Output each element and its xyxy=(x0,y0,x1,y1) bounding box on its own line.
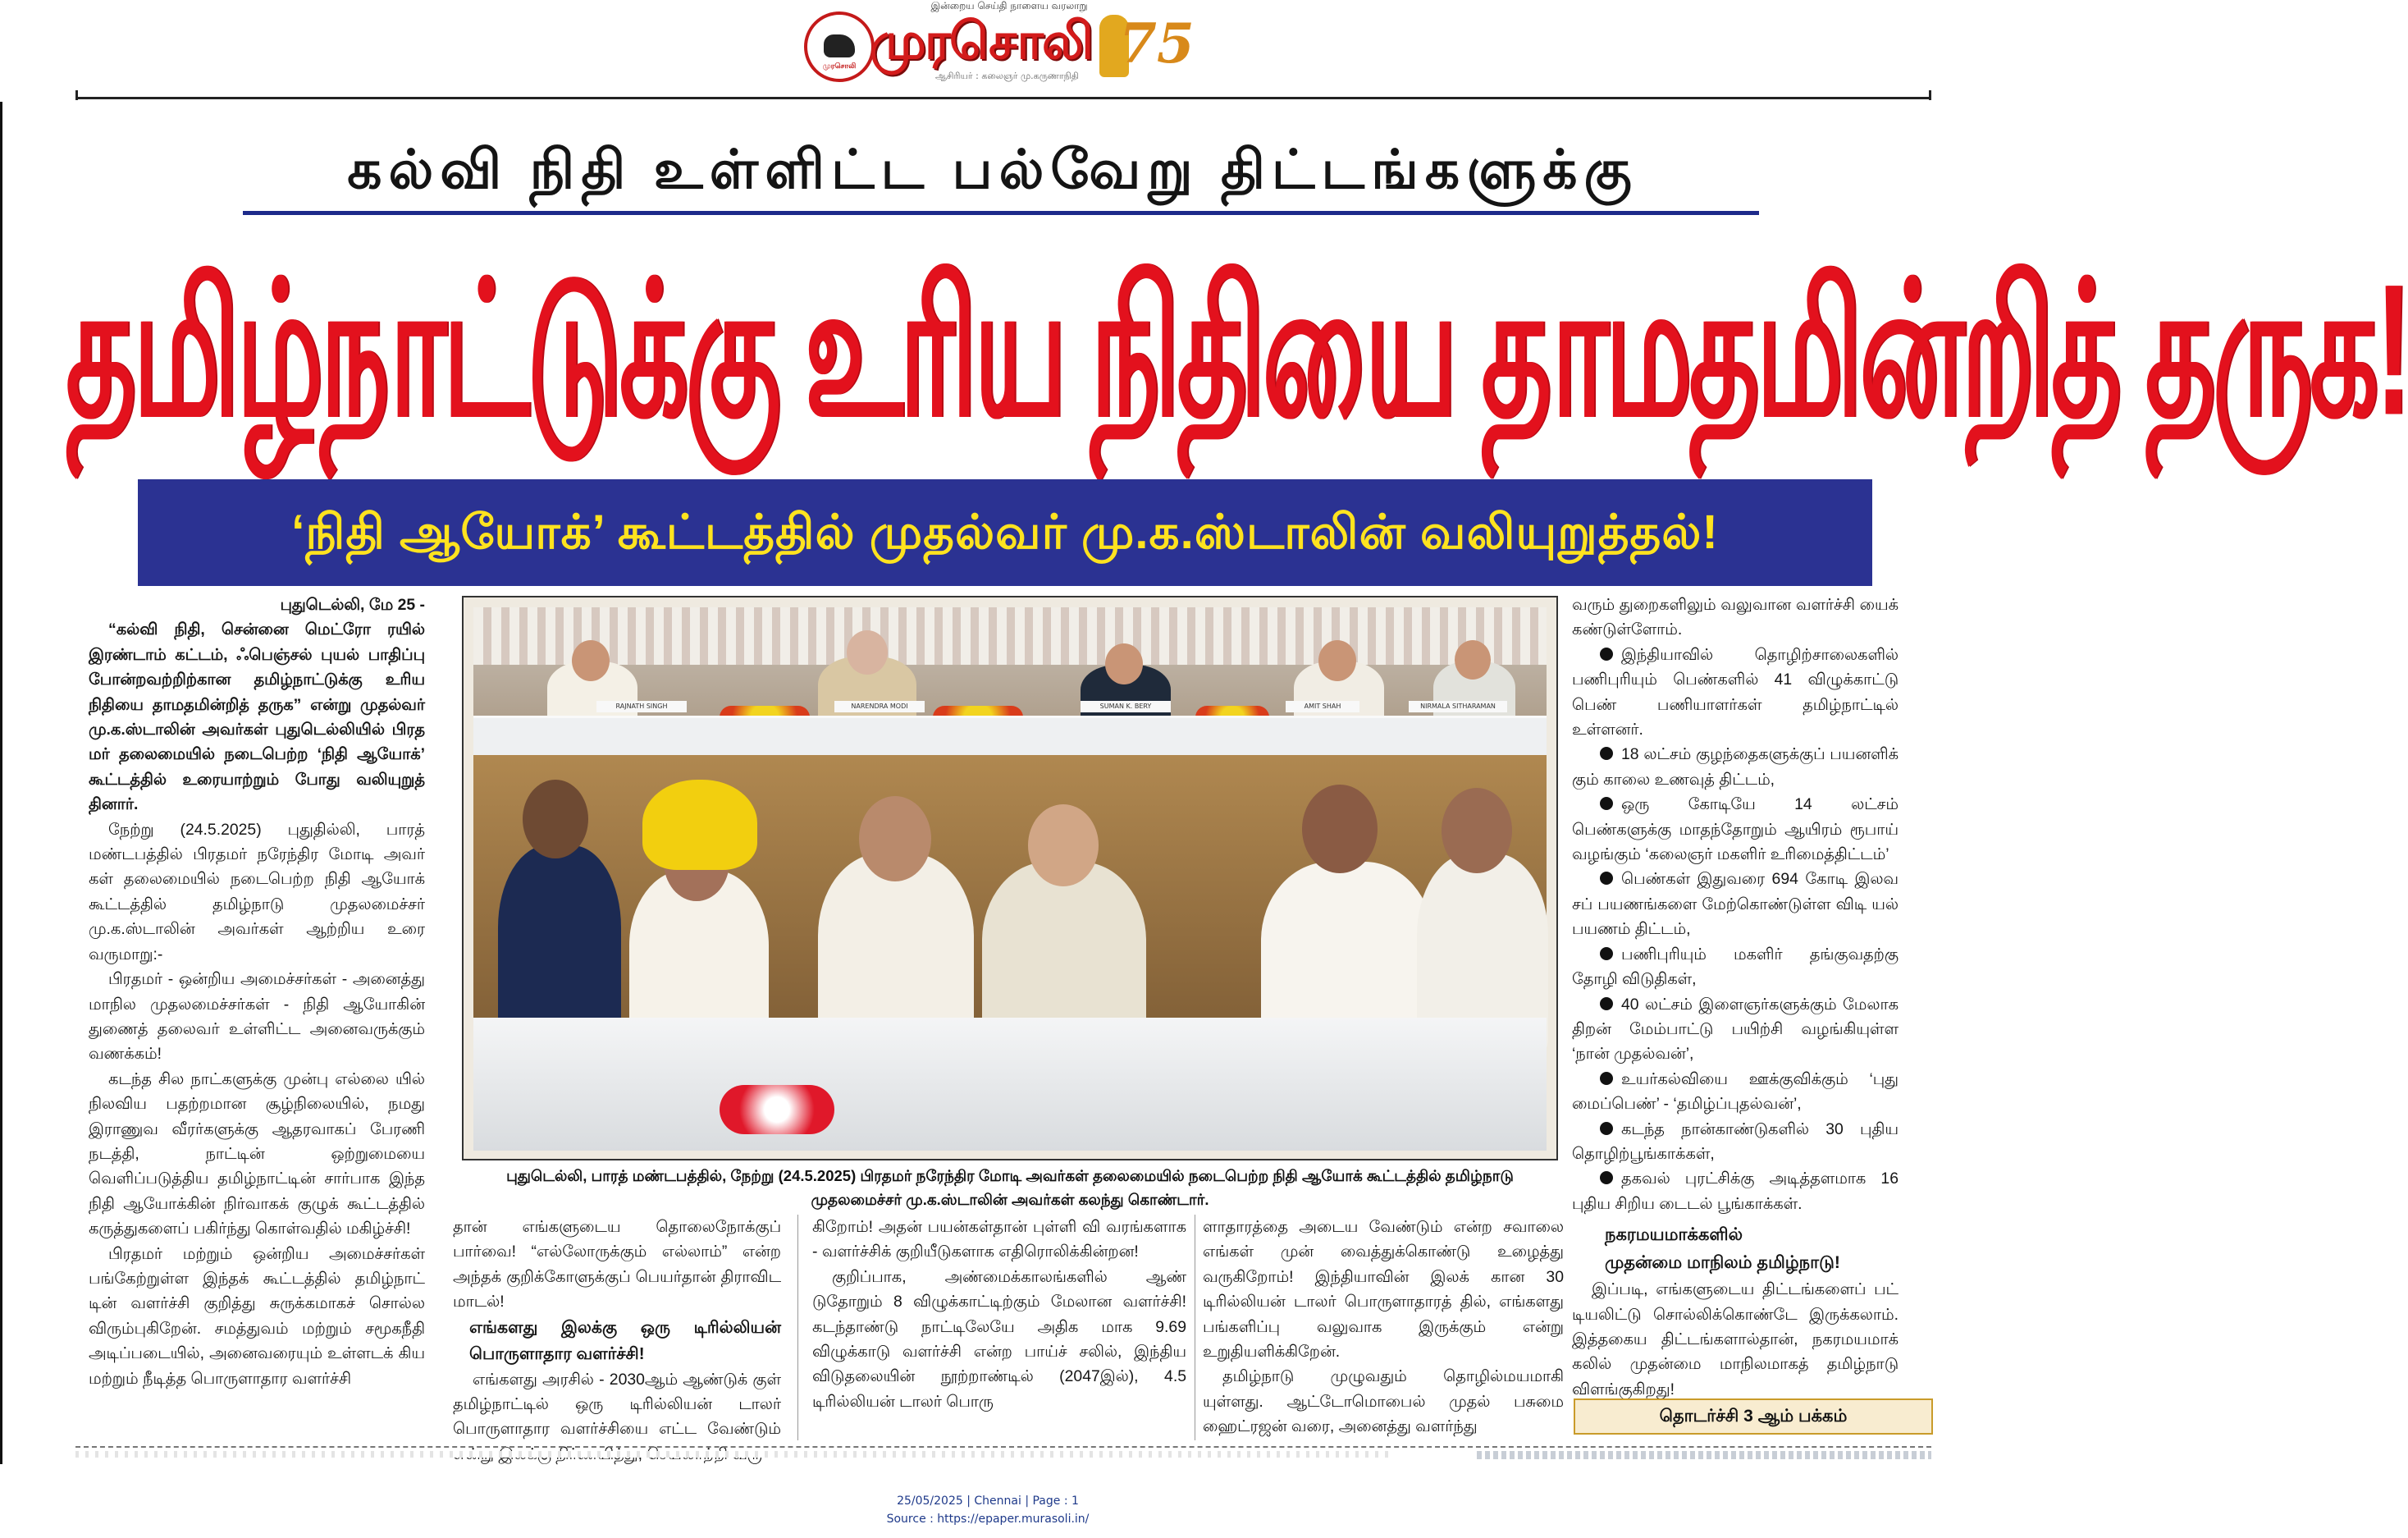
photo-dais xyxy=(473,607,1547,755)
article-column-1 xyxy=(89,593,425,1391)
section-subheading: நகரமயமாக்களில் xyxy=(1605,1225,1743,1245)
bullet-icon xyxy=(1600,747,1613,760)
newspaper-logo: முரசொலி xyxy=(870,11,1092,71)
article-column-3 xyxy=(812,1215,1186,1414)
page-footer xyxy=(742,1492,1234,1528)
photo-caption: புதுடெல்லி, பாரத் மண்டபத்தில், நேற்று (24.5.2025) பிரதமர் நரேந்திர மோடி அவர்கள் தலைமையில் நடைபெற்ற நிதி ஆயோக் கூட்டத்தில் தமிழ்நாடு முதலமைச்சர் மு.க.ஸ்டாலின் அவர்கள் கலந்து கொண்டார். xyxy=(506,1167,1514,1208)
bullet-text: இந்தியாவில் தொழிற்சாலைகளில் பணிபுரியும் பெண்களில் 41 விழுக்காட்டு பெண் பணியாளர்கள் தமிழ்நாட்டில் உள்ளனர். xyxy=(1572,645,1899,739)
yellow-turban xyxy=(642,780,757,870)
anniversary-number: 75 xyxy=(1119,11,1195,76)
column-divider xyxy=(797,1215,798,1440)
photo-head xyxy=(572,640,610,681)
photo-dais-table xyxy=(473,716,1547,755)
photo-head xyxy=(1318,640,1356,681)
photo-namecard: NARENDRA MODI xyxy=(834,701,925,712)
continued-on-page-box: தொடர்ச்சி 3 ஆம் பக்கம் xyxy=(1574,1398,1933,1435)
bullet-text: கடந்த நான்காண்டுகளில் 30 புதிய தொழிற்பூங்காக்கள், xyxy=(1572,1119,1899,1163)
dateline: புதுடெல்லி, மே 25 - xyxy=(280,596,425,614)
photo-head xyxy=(1105,643,1143,684)
photo-namecard: NIRMALA SITHARAMAN xyxy=(1409,701,1507,712)
bullet-item xyxy=(1572,643,1899,743)
lead-paragraph: “கல்வி நிதி, சென்னை மெட்ரோ ரயில் இரண்டாம் கட்டம், ஃபெஞ்சல் புயல் பாதிப்பு போன்றவற்றிற்கான தமிழ்நாட்டுக்கு உரிய நிதியை தாமதமின்றித் தருக” என்று முதல்வர் மு.க.ஸ்டாலின் அவர்கள் புதுடெல்லியில் பிரத மர் தலைமையில் நடைபெற்ற ‘நிதி ஆயோக்’ கூட்டத்தில் உரையாற்றும் போது வலியுறுத் தினார். xyxy=(89,620,425,814)
bullet-icon xyxy=(1600,797,1613,810)
bullet-icon xyxy=(1600,1122,1613,1135)
bullet-text: ஒரு கோடியே 14 லட்சம் பெண்களுக்கு மாதந்தோறும் ஆயிரம் ரூபாய் வழங்கும் ‘கலைஞர் மகளிர் உரிமைத்திட்டம்’ xyxy=(1572,795,1899,864)
article-column-4 xyxy=(1203,1215,1564,1440)
bullet-item xyxy=(1572,1117,1899,1167)
bullet-text: பெண்கள் இதுவரை 694 கோடி இலவ சப் பயணங்களை மேற்கொண்டுள்ள விடி யல் பயணம் திட்டம், xyxy=(1572,870,1899,939)
section-subheading: முதன்மை மாநிலம் தமிழ்நாடு! xyxy=(1605,1253,1840,1273)
bullet-icon xyxy=(1600,1171,1613,1184)
logo-subtitle: ஆசிரியர் : கலைஞர் மு.கருணாநிதி xyxy=(935,71,1079,81)
top-rule-right-tick xyxy=(1929,90,1931,100)
photo-head xyxy=(859,796,931,881)
bull-icon xyxy=(824,34,855,57)
photo-image xyxy=(473,607,1547,1151)
section-subheading: எங்களது இலக்கு ஒரு டிரில்லியன் பொருளாதார வளர்ச்சி! xyxy=(469,1317,781,1363)
masthead xyxy=(788,0,1214,89)
bottom-rule xyxy=(75,1446,1931,1448)
footer-source: Source : https://epaper.murasoli.in/ xyxy=(886,1513,1090,1526)
paragraph: நேற்று (24.5.2025) புதுதில்லி, பாரத் மண்டபத்தில் பிரதமர் நரேந்திர மோடி அவர் கள் தலைமையில் நடைபெற்ற நிதி ஆயோக் கூட்டத்தில் தமிழ்நாடு முதலமைச்சர் மு.க.ஸ்டாலின் அவர்கள் ஆற்றிய உரை வருமாறு:- xyxy=(89,820,425,964)
bullet-text: 40 லட்சம் இளைஞர்களுக்கும் மேலாக திறன் மேம்பாட்டு பயிற்சி வழங்கியுள்ள ‘நான் முதல்வன்’, xyxy=(1572,995,1899,1064)
subheadline-banner: ‘நிதி ஆயோக்’ கூட்டத்தில் முதல்வர் மு.க.ஸ்டாலின் வலியுறுத்தல்! xyxy=(138,479,1872,586)
bullet-item xyxy=(1572,867,1899,941)
photo-head xyxy=(1442,788,1512,873)
paragraph: பிரதமர் மற்றும் ஒன்றிய அமைச்சர்கள் பங்கேற்றுள்ள இந்தக் கூட்டத்தில் தமிழ்நாட் டின் வளர்ச்சி குறித்து சுருக்கமாகச் சொல்ல விரும்புகிறேன். சமத்துவம் மற்றும் சமூகநீதி அடிப்படையில், அனைவரையும் உள்ளடக் கிய மற்றும் நீடித்த பொருளாதார வளர்ச்சி xyxy=(89,1244,425,1388)
bullet-icon xyxy=(1600,872,1613,885)
footer-date-page: 25/05/2025 | Chennai | Page : 1 xyxy=(897,1495,1079,1508)
paragraph: குறிப்பாக, அண்மைக்காலங்களில் ஆண் டுதோறும் 8 விழுக்காட்டிற்கும் மேலான வளர்ச்சி! கடந்தாண்டு நாட்டிலேயே அதிக மாக 9.69 விழுக்காடு வளர்ச்சி என்ற பாய்ச் சலில், இந்திய விடுதலையின் நூற்றாண்டில் (2047இல்), 4.5 டிரில்லியன் டாலர் பொரு xyxy=(812,1267,1186,1411)
article-column-2 xyxy=(453,1215,781,1467)
bullet-text: 18 லட்சம் குழந்தைகளுக்குப் பயனளிக் கும் காலை உணவுத் திட்டம், xyxy=(1572,745,1899,789)
photo-head xyxy=(1455,640,1491,680)
paragraph: தமிழ்நாடு முழுவதும் தொழில்மயமாகி யுள்ளது. ஆட்டோமொபைல் முதல் பசுமை ஹைட்ரஜன் வரை, அனைத்து வளர்ந்து xyxy=(1203,1367,1564,1436)
photo-namecard: RAJNATH SINGH xyxy=(596,701,687,712)
bottom-strip xyxy=(75,1451,1388,1458)
paragraph: கிறோம்! அதன் பயன்கள்தான் புள்ளி வி வரங்களாக - வளர்ச்சிக் குறியீடுகளாக எதிரொலிக்கின்றன! xyxy=(812,1218,1186,1261)
paragraph: இப்படி, எங்களுடைய திட்டங்களைப் பட் டியலிட்டு சொல்லிக்கொண்டே இருக்கலாம். இத்தகைய திட்டங்களால்தான், நகரமயமாக் கலில் முதன்மை மாநிலமாகத் தமிழ்நாடு விளங்குகிறது! xyxy=(1572,1280,1899,1398)
bullet-text: உயர்கல்வியை ஊக்குவிக்கும் ‘புது மைப்பெண்’ - ‘தமிழ்ப்புதல்வன்’, xyxy=(1572,1069,1899,1114)
photo-head xyxy=(847,630,888,675)
meeting-photo xyxy=(462,596,1558,1160)
bullet-text: தகவல் புரட்சிக்கு அடித்தளமாக 16 புதிய சிறிய டைடல் பூங்காக்கள். xyxy=(1572,1170,1899,1213)
anniversary-badge xyxy=(1099,11,1195,84)
photo-head xyxy=(1302,785,1378,873)
paragraph: எங்களது அரசில் - 2030ஆம் ஆண்டுக் குள் தமிழ்நாட்டில் ஒரு டிரில்லியன் டாலர் பொருளாதார வளர்ச்சியை எட்ட வேண்டும் xyxy=(453,1370,781,1439)
bullet-item xyxy=(1572,1166,1899,1216)
paragraph: பிரதமர் - ஒன்றிய அமைச்சர்கள் - அனைத்து மாநில முதலமைச்சர்கள் - நிதி ஆயோகின் துணைத் தலைவர் உள்ளிட்ட அனைவருக்கும் வணக்கம்! xyxy=(89,970,425,1064)
bullet-item xyxy=(1572,792,1899,867)
photo-namecard: AMIT SHAH xyxy=(1286,701,1359,712)
bullet-text: பணிபுரியும் மகளிர் தங்குவதற்கு தோழி விடுதிகள், xyxy=(1572,945,1899,989)
photo-head xyxy=(523,780,588,858)
photo-head xyxy=(1028,804,1099,886)
paragraph: ளாதாரத்தை அடைய வேண்டும் என்ற சவாலை எங்கள் முன் வைத்துக்கொண்டு உழைத்து வருகிறோம்! இந்தியாவின் இலக் கான 30 டிரில்லியன் டாலர் பொருளாதாரத் தில், எங்களது பங்களிப்பு வலுவாக இருக்கும் என்று உறுதியளிக்கிறேன். xyxy=(1203,1218,1564,1362)
masthead-tagline: இன்றைய செய்தி நாளைய வரலாறு xyxy=(930,0,1088,11)
bullet-item xyxy=(1572,1067,1899,1117)
bullet-icon xyxy=(1600,648,1613,661)
bullet-icon xyxy=(1600,947,1613,960)
page-left-edge xyxy=(0,102,2,1464)
emblem-logo xyxy=(804,11,875,82)
top-rule-left-tick xyxy=(75,90,78,100)
main-headline: தமிழ்நாட்டுக்கு உரிய நிதியை தாமதமின்றித் தருக! xyxy=(66,245,2408,454)
paragraph: கடந்த சில நாட்களுக்கு முன்பு எல்லை யில் நிலவிய பதற்றமான சூழ்நிலையில், நமது இராணுவ வீரர்களுக்கு ஆதரவாகப் பேரணி நடத்தி, நாட்டின் ஒற்றுமையை வெளிப்படுத்திய தமிழ்நாட்டின் சார்பாக இந்த நிதி ஆயோக்கின் நிர்வாகக் குழுக் கூட்டத்தில் கருத்துகளைப் பகிர்ந்து கொள்வதில் மகிழ்ச்சி! xyxy=(89,1069,425,1238)
bottom-strip xyxy=(1477,1451,1931,1459)
kicker-headline: கல்வி நிதி உள்ளிட்ட பல்வேறு திட்டங்களுக்கு xyxy=(347,139,1638,199)
paragraph: தான் எங்களுடைய தொலைநோக்குப் பார்வை! “எல்லோருக்கும் எல்லாம்” என்ற அந்தக் குறிக்கோளுக்குப் பெயர்தான் திராவிட மாடல்! xyxy=(453,1218,781,1311)
emblem-text: முரசொலி xyxy=(822,62,857,71)
bullet-item xyxy=(1572,742,1899,792)
bullet-item xyxy=(1572,992,1899,1067)
photo-namecard: SUMAN K. BERY xyxy=(1081,701,1171,712)
photo-backdrop xyxy=(473,607,1547,665)
bullet-icon xyxy=(1600,997,1613,1010)
photo-flowers xyxy=(720,1085,834,1134)
top-rule xyxy=(75,97,1931,99)
paragraph: வரும் துறைகளிலும் வலுவான வளர்ச்சி யைக் கண்டுள்ளோம். xyxy=(1572,596,1899,639)
article-column-right xyxy=(1572,593,1899,1402)
bullet-item xyxy=(1572,942,1899,992)
bullet-icon xyxy=(1600,1072,1613,1085)
photo-desk xyxy=(473,1018,1547,1151)
